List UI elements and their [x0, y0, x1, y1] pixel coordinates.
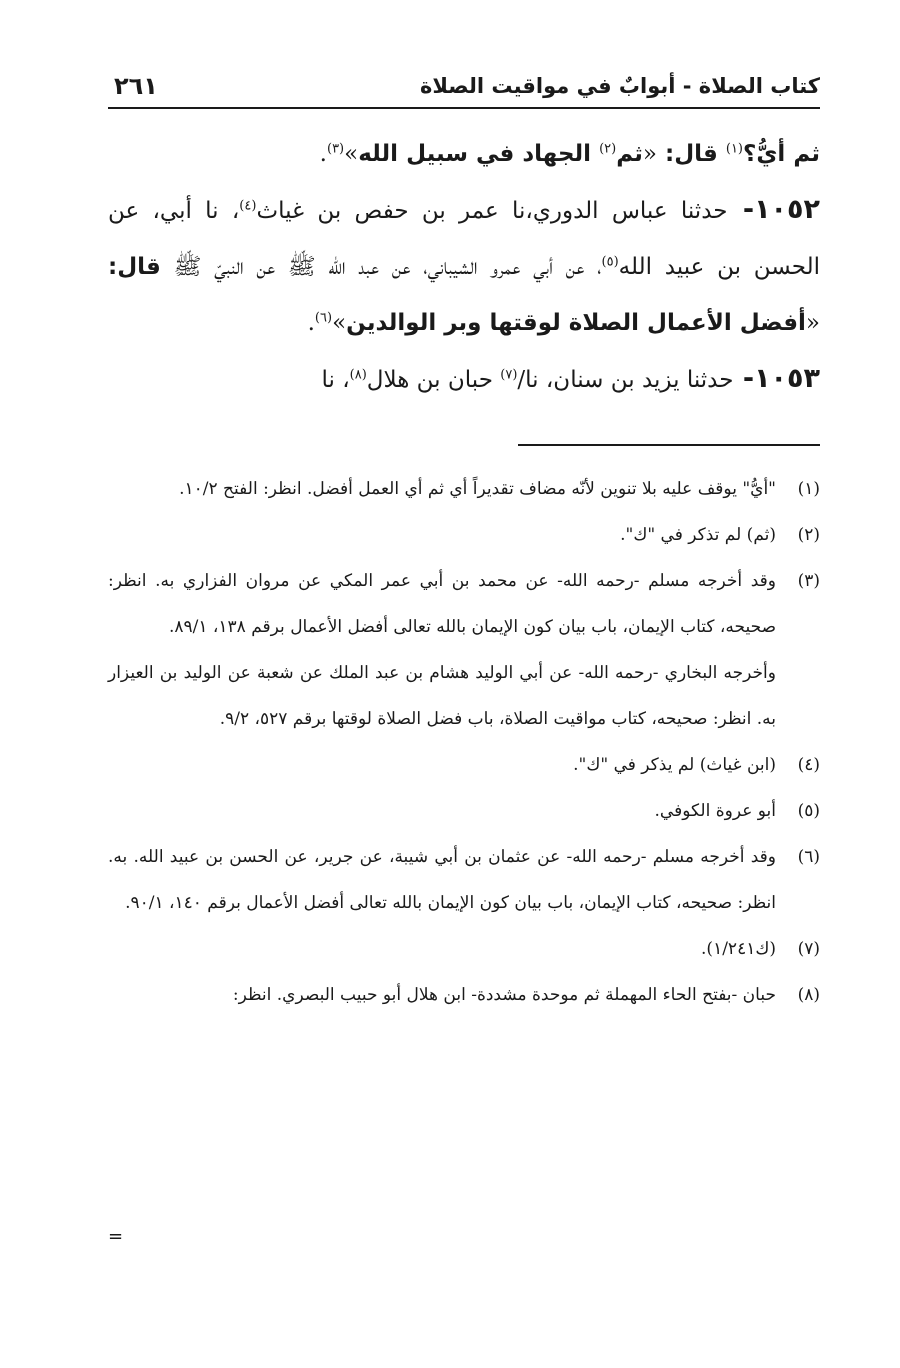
footnote-text: "أيُّ" يوقف عليه بلا تنوين لأنّه مضاف تقديراً أي ثم أي العمل أفضل. انظر: الفتح ١٠/٢. [179, 479, 776, 499]
hadith-dash: - [727, 194, 755, 225]
page-number: ٢٦١ [114, 72, 158, 100]
footnote-3-continuation: وأخرجه البخاري -رحمه الله- عن أبي الوليد هشام بن عبد الملك عن شعبة عن الوليد بن العيزار به. انظر: صحيحه، كتاب مواقيت الصلاة، باب فضل الصلاة لوقتها برقم ٥٢٧، ٩/٢. [108, 663, 776, 729]
footnote-ref-2: (٢) [599, 141, 617, 157]
footnote-ref-6: (٦) [314, 310, 333, 326]
question: ثم أيُّ؟ [743, 141, 820, 167]
footnote-mark: (٣) [797, 571, 820, 591]
footnote-text: أبو عروة الكوفي. [654, 801, 776, 821]
footnote-ref-3: (٣) [326, 141, 345, 157]
hadith-dash: - [733, 363, 755, 394]
footnote-mark: (٤) [797, 755, 820, 775]
thumma: ثم [616, 141, 643, 167]
footnote-4 [108, 742, 820, 788]
hadith-1053-part3: ، نا [321, 367, 350, 393]
footnote-text: (ك١/٢٤١). [701, 939, 776, 959]
footnote-text: وقد أخرجه مسلم -رحمه الله- عن محمد بن أبي عمر المكي عن مروان الفزاري به. انظر: صحيحه، كتاب الإيمان، باب بيان كون الإيمان بالله تعالى أفضل الأعمال برقم ١٣٨، ٨٩/١. [108, 571, 776, 637]
quote-open: « [805, 310, 820, 336]
footnote-separator [518, 444, 820, 446]
hadith-1053 [108, 351, 820, 408]
hadith-1052-part1: حدثنا عباس الدوري،نا عمر بن حفص بن غياث [256, 198, 728, 224]
hadith-1052-quote: أفضل الأعمال الصلاة لوقتها وبر الوالدين [346, 310, 806, 336]
intro-end: . [319, 141, 327, 167]
footnote-3 [108, 558, 820, 650]
footnote-mark: (٥) [797, 801, 820, 821]
footnote-mark: (٧) [797, 939, 820, 959]
qala: قال: [108, 254, 161, 280]
footnote-ref-4: (٤) [239, 198, 257, 214]
quote-open: « [642, 141, 657, 167]
hadith-number-1052: ١٠٥٢ [754, 194, 820, 225]
footnote-7 [108, 926, 820, 972]
continuation-mark: = [108, 1226, 124, 1247]
footnote-8 [108, 972, 820, 1018]
hadith-1052-part2: ، نا أبي، عن الحسن بن عبيد الله [108, 198, 820, 280]
intro-line [108, 126, 820, 182]
footnote-ref-7: (٧) [500, 367, 518, 383]
footnote-mark: (٨) [797, 985, 820, 1005]
main-text [108, 126, 820, 408]
footnote-ref-1: (١) [725, 141, 743, 157]
hadith-1052-part3: ، عن أبي عمرو الشيباني، عن عبد الله ﷺ عن النبيّ ﷺ [160, 254, 602, 280]
footnote-5 [108, 788, 820, 834]
header-title: كتاب الصلاة - أبوابٌ في مواقيت الصلاة [419, 74, 820, 98]
footnote-mark: (٢) [797, 525, 820, 545]
footnote-text: وقد أخرجه مسلم -رحمه الله- عن عثمان بن أبي شيبة، عن جرير، عن الحسن بن عبيد الله. به. انظر: صحيحه، كتاب الإيمان، باب بيان كون الإيمان بالله تعالى أفضل الأعمال برقم ١٤٠، ٩٠/١. [108, 847, 776, 913]
running-header [108, 72, 820, 106]
intro-quote-text: الجهاد في سبيل الله [358, 141, 600, 167]
hadith-number-1053: ١٠٥٣ [754, 363, 820, 394]
quote-close: » [332, 310, 347, 336]
hadith-1053-part1: حدثنا يزيد بن سنان، نا/ [517, 367, 734, 393]
footnote-text: (ثم) لم تذكر في "ك". [620, 525, 776, 545]
footnote-1 [108, 466, 820, 512]
footnote-2 [108, 512, 820, 558]
footnote-ref-8: (٨) [349, 367, 367, 383]
qala: قال: [656, 141, 726, 167]
footnote-ref-5: (٥) [601, 254, 619, 270]
hadith-1053-part2: حبان بن هلال [366, 367, 501, 393]
footnote-text: (ابن غياث) لم يذكر في "ك". [573, 755, 776, 775]
footnote-mark: (١) [797, 479, 820, 499]
hadith-1052-end: . [307, 310, 315, 336]
header-rule [108, 107, 820, 109]
footnote-mark: (٦) [797, 847, 820, 867]
footnotes [108, 466, 820, 1018]
quote-close: » [344, 141, 359, 167]
footnote-6 [108, 834, 820, 926]
footnote-text: حبان -بفتح الحاء المهملة ثم موحدة مشددة- ابن هلال أبو حبيب البصري. انظر: [232, 985, 776, 1005]
hadith-1052 [108, 182, 820, 351]
